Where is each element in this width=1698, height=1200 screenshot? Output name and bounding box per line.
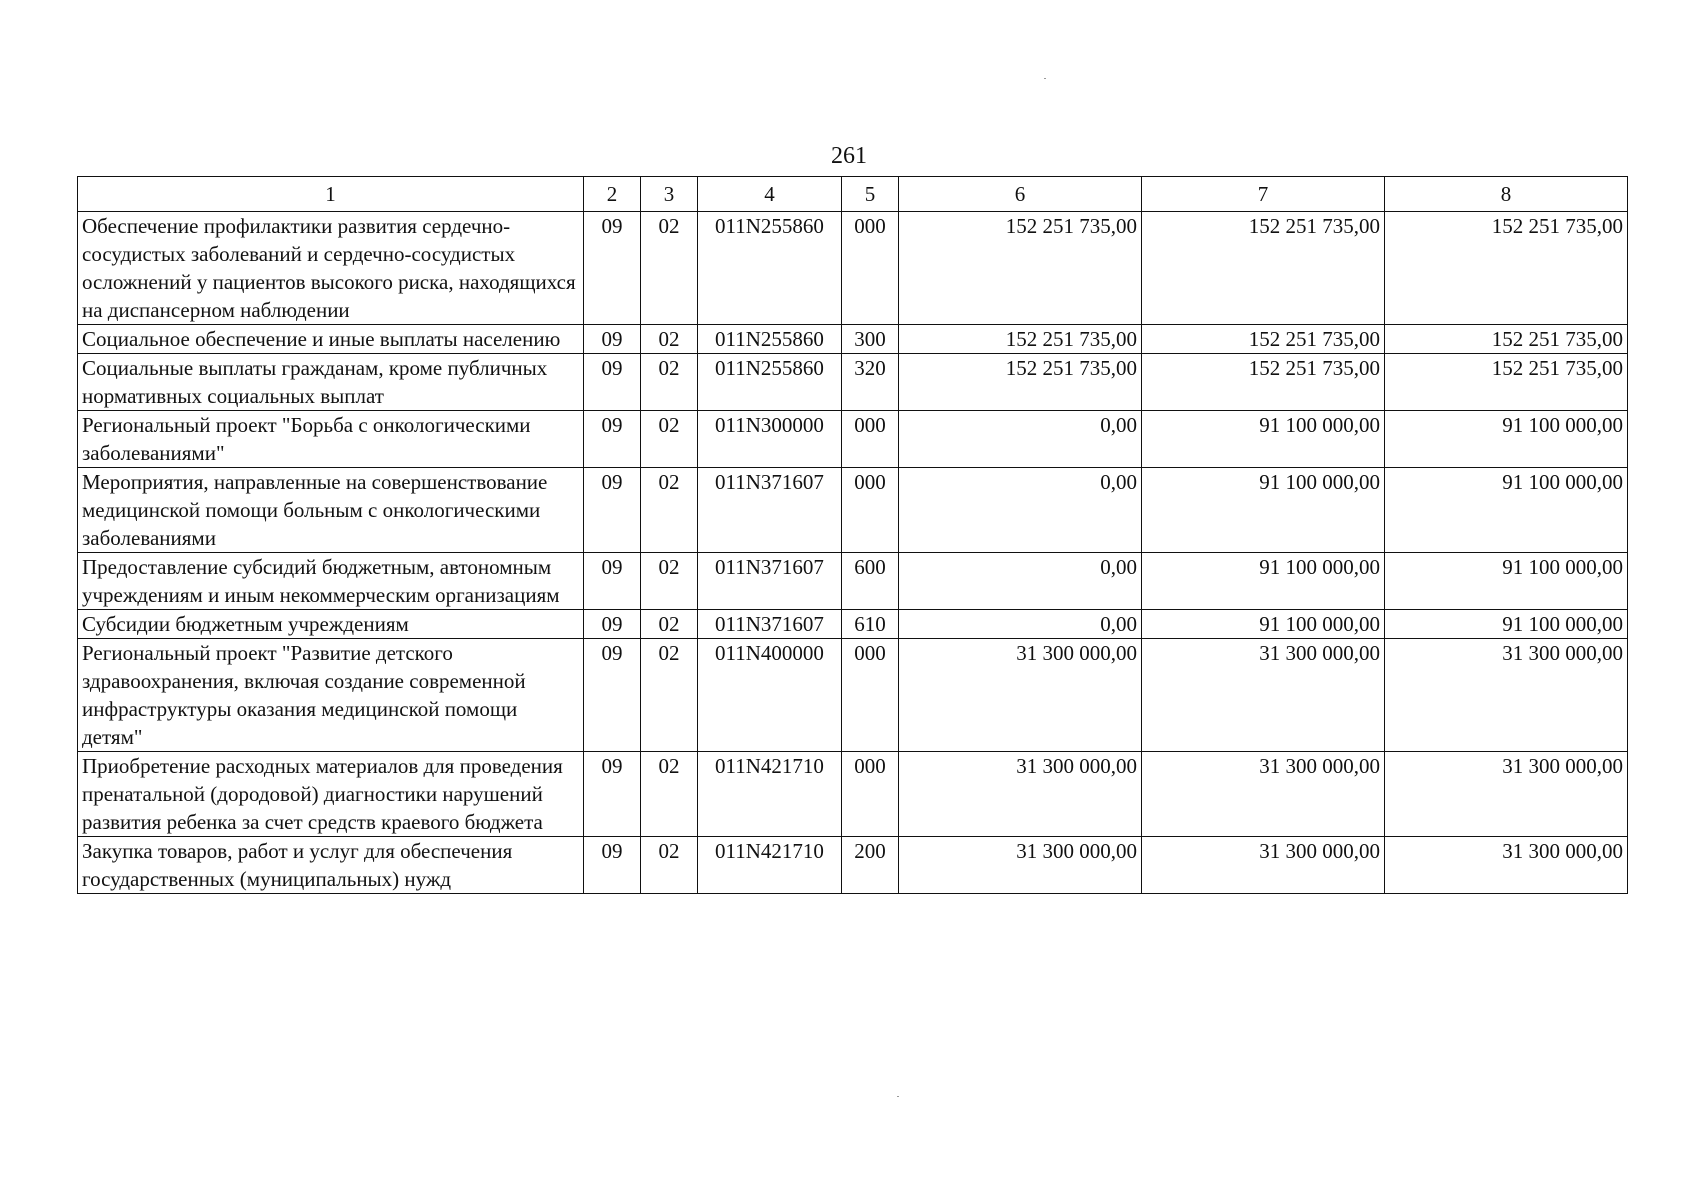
row-name: Обеспечение профилактики развития сердечно-сосудистых заболеваний и сердечно-сосудистых осложнений у пациентов высокого риска, находящихся на диспансерном наблюдении — [78, 212, 584, 325]
expense-type-code: 000 — [842, 411, 899, 468]
amount-col-6: 152 251 735,00 — [899, 325, 1142, 354]
amount-col-6: 0,00 — [899, 411, 1142, 468]
column-header: 8 — [1385, 177, 1628, 212]
row-name: Региональный проект "Развитие детского здравоохранения, включая создание современной инфраструктуры оказания медицинской помощи детям" — [78, 639, 584, 752]
target-article-code: 011N255860 — [698, 212, 842, 325]
row-name: Субсидии бюджетным учреждениям — [78, 610, 584, 639]
table-row — [78, 468, 1628, 553]
section-code: 09 — [584, 837, 641, 894]
amount-col-8: 152 251 735,00 — [1385, 212, 1628, 325]
column-header: 2 — [584, 177, 641, 212]
amount-col-6: 0,00 — [899, 468, 1142, 553]
column-header: 6 — [899, 177, 1142, 212]
amount-col-8: 31 300 000,00 — [1385, 837, 1628, 894]
subsection-code: 02 — [641, 468, 698, 553]
section-code: 09 — [584, 553, 641, 610]
amount-col-8: 152 251 735,00 — [1385, 354, 1628, 411]
expense-type-code: 200 — [842, 837, 899, 894]
target-article-code: 011N421710 — [698, 837, 842, 894]
amount-col-6: 31 300 000,00 — [899, 752, 1142, 837]
target-article-code: 011N255860 — [698, 325, 842, 354]
amount-col-7: 152 251 735,00 — [1142, 325, 1385, 354]
amount-col-7: 91 100 000,00 — [1142, 468, 1385, 553]
amount-col-7: 31 300 000,00 — [1142, 837, 1385, 894]
expense-type-code: 320 — [842, 354, 899, 411]
amount-col-8: 31 300 000,00 — [1385, 639, 1628, 752]
table-row — [78, 325, 1628, 354]
subsection-code: 02 — [641, 553, 698, 610]
page-number: 261 — [831, 143, 867, 169]
expense-type-code: 600 — [842, 553, 899, 610]
column-header: 7 — [1142, 177, 1385, 212]
section-code: 09 — [584, 752, 641, 837]
amount-col-6: 0,00 — [899, 610, 1142, 639]
target-article-code: 011N255860 — [698, 354, 842, 411]
column-header: 5 — [842, 177, 899, 212]
amount-col-8: 91 100 000,00 — [1385, 468, 1628, 553]
row-name: Закупка товаров, работ и услуг для обеспечения государственных (муниципальных) нужд — [78, 837, 584, 894]
row-name: Социальные выплаты гражданам, кроме публичных нормативных социальных выплат — [78, 354, 584, 411]
section-code: 09 — [584, 411, 641, 468]
expense-type-code: 000 — [842, 212, 899, 325]
amount-col-8: 91 100 000,00 — [1385, 411, 1628, 468]
table-row — [78, 610, 1628, 639]
row-name: Приобретение расходных материалов для проведения пренатальной (дородовой) диагностики нарушений развития ребенка за счет средств краевого бюджета — [78, 752, 584, 837]
section-code: 09 — [584, 212, 641, 325]
target-article-code: 011N371607 — [698, 468, 842, 553]
amount-col-7: 31 300 000,00 — [1142, 639, 1385, 752]
amount-col-7: 91 100 000,00 — [1142, 411, 1385, 468]
amount-col-6: 31 300 000,00 — [899, 837, 1142, 894]
amount-col-7: 152 251 735,00 — [1142, 212, 1385, 325]
expense-type-code: 000 — [842, 468, 899, 553]
amount-col-7: 91 100 000,00 — [1142, 610, 1385, 639]
budget-table — [77, 176, 1628, 894]
section-code: 09 — [584, 325, 641, 354]
section-code: 09 — [584, 639, 641, 752]
amount-col-8: 31 300 000,00 — [1385, 752, 1628, 837]
subsection-code: 02 — [641, 325, 698, 354]
column-header: 4 — [698, 177, 842, 212]
amount-col-6: 31 300 000,00 — [899, 639, 1142, 752]
subsection-code: 02 — [641, 752, 698, 837]
amount-col-7: 152 251 735,00 — [1142, 354, 1385, 411]
target-article-code: 011N421710 — [698, 752, 842, 837]
expense-type-code: 300 — [842, 325, 899, 354]
subsection-code: 02 — [641, 354, 698, 411]
row-name: Социальное обеспечение и иные выплаты населению — [78, 325, 584, 354]
expense-type-code: 000 — [842, 752, 899, 837]
amount-col-8: 91 100 000,00 — [1385, 610, 1628, 639]
table-row — [78, 639, 1628, 752]
row-name: Региональный проект "Борьба с онкологическими заболеваниями" — [78, 411, 584, 468]
expense-type-code: 610 — [842, 610, 899, 639]
amount-col-7: 31 300 000,00 — [1142, 752, 1385, 837]
table-row — [78, 837, 1628, 894]
scan-speck — [897, 1096, 899, 1097]
section-code: 09 — [584, 354, 641, 411]
target-article-code: 011N371607 — [698, 553, 842, 610]
column-header: 1 — [78, 177, 584, 212]
target-article-code: 011N371607 — [698, 610, 842, 639]
subsection-code: 02 — [641, 837, 698, 894]
table-row — [78, 354, 1628, 411]
scan-speck — [1044, 78, 1046, 79]
subsection-code: 02 — [641, 610, 698, 639]
table-row — [78, 752, 1628, 837]
expense-type-code: 000 — [842, 639, 899, 752]
table-row — [78, 553, 1628, 610]
section-code: 09 — [584, 468, 641, 553]
table-row — [78, 212, 1628, 325]
section-code: 09 — [584, 610, 641, 639]
amount-col-6: 152 251 735,00 — [899, 354, 1142, 411]
amount-col-6: 152 251 735,00 — [899, 212, 1142, 325]
target-article-code: 011N400000 — [698, 639, 842, 752]
column-number-row — [78, 177, 1628, 212]
row-name: Мероприятия, направленные на совершенствование медицинской помощи больным с онкологическими заболеваниями — [78, 468, 584, 553]
amount-col-7: 91 100 000,00 — [1142, 553, 1385, 610]
amount-col-6: 0,00 — [899, 553, 1142, 610]
amount-col-8: 152 251 735,00 — [1385, 325, 1628, 354]
target-article-code: 011N300000 — [698, 411, 842, 468]
subsection-code: 02 — [641, 212, 698, 325]
amount-col-8: 91 100 000,00 — [1385, 553, 1628, 610]
subsection-code: 02 — [641, 411, 698, 468]
column-header: 3 — [641, 177, 698, 212]
subsection-code: 02 — [641, 639, 698, 752]
table-row — [78, 411, 1628, 468]
row-name: Предоставление субсидий бюджетным, автономным учреждениям и иным некоммерческим организациям — [78, 553, 584, 610]
